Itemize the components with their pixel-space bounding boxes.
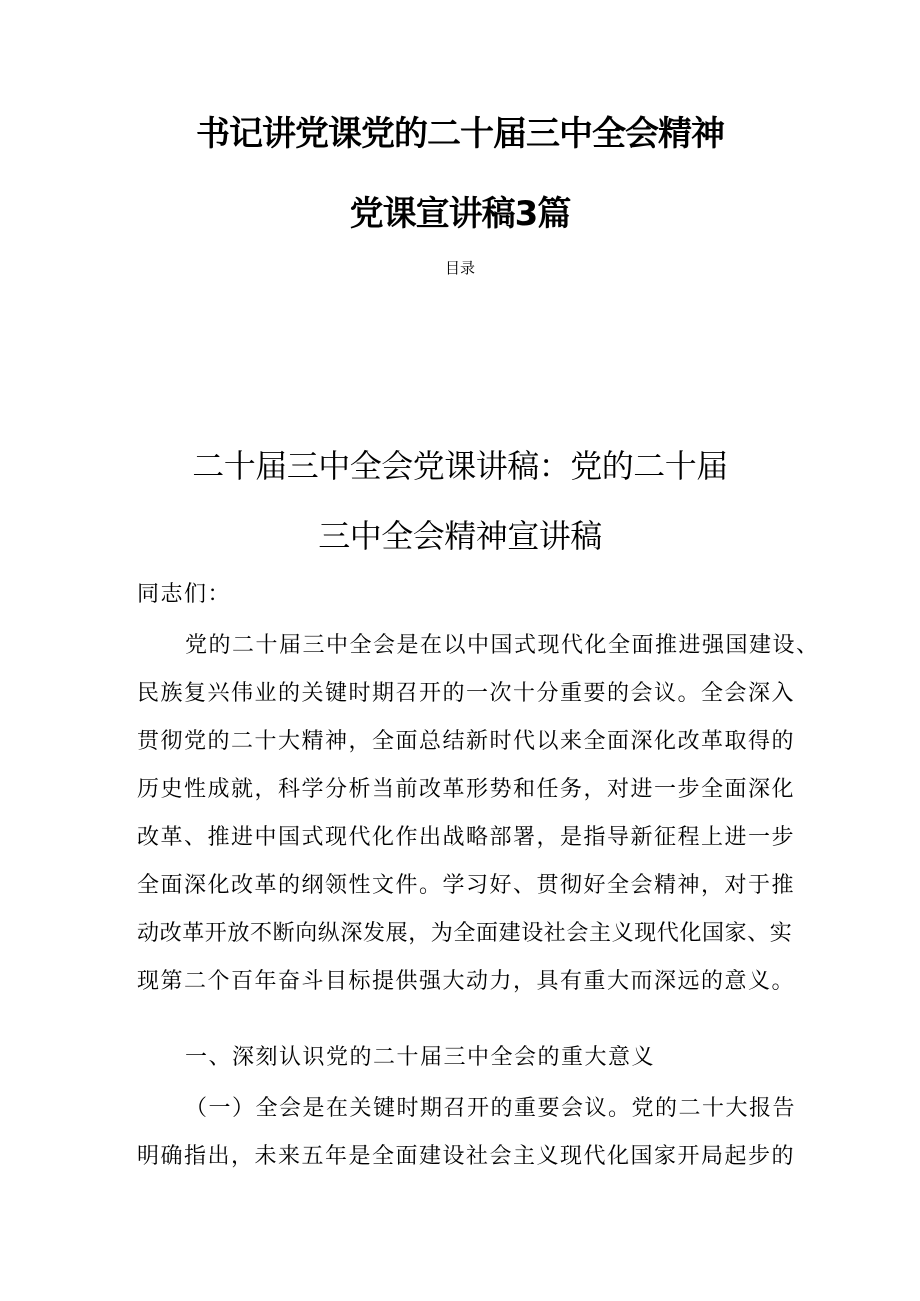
body-line: 民族复兴伟业的关键时期召开的一次十分重要的会议。全会深入 — [137, 681, 796, 706]
body-line: 历史性成就，科学分析当前改革形势和任务，对进一步全面深化 — [137, 777, 796, 802]
section-title-line-1: 二十届三中全会党课讲稿：党的二十届 — [192, 447, 728, 485]
body-line: 改革、推进中国式现代化作出战略部署，是指导新征程上进一步 — [137, 825, 796, 850]
document-title-line-1: 书记讲党课党的二十届三中全会精神 — [196, 114, 724, 154]
body-line: 明确指出，未来五年是全面建设社会主义现代化国家开局起步的 — [137, 1144, 796, 1169]
body-line: 贯彻党的二十大精神，全面总结新时代以来全面深化改革取得的 — [137, 729, 796, 754]
greeting: 同志们： — [137, 582, 232, 607]
table-of-contents-label: 目录 — [444, 259, 475, 277]
section-title-line-2: 三中全会精神宣讲稿 — [318, 517, 602, 555]
document-title-line-2: 党课宣讲稿3篇 — [349, 194, 571, 234]
subheading-paragraph-line: （一）全会是在关键时期召开的重要会议。党的二十大报告 — [185, 1096, 797, 1121]
body-line: 全面深化改革的纲领性文件。学习好、贯彻好全会精神，对于推 — [137, 873, 796, 898]
heading-1: 一、深刻认识党的二十届三中全会的重大意义 — [185, 1045, 656, 1070]
body-line: 动改革开放不断向纵深发展，为全面建设社会主义现代化国家、实 — [137, 921, 793, 946]
body-line: 党的二十届三中全会是在以中国式现代化全面推进强国建设、 — [185, 633, 820, 658]
body-line: 现第二个百年奋斗目标提供强大动力，具有重大而深远的意义。 — [137, 969, 796, 994]
